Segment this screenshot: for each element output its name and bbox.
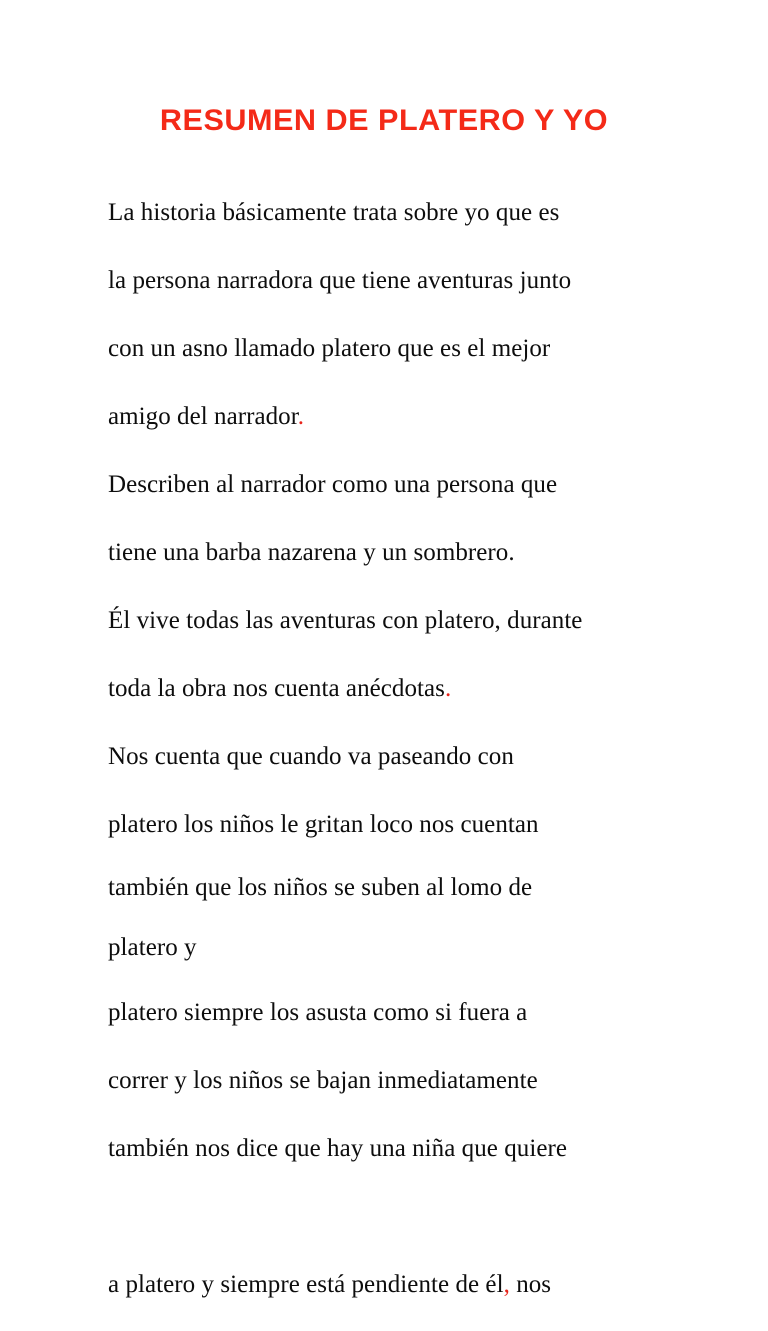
text-line [108,395,708,438]
text-line-tail: nos [509,1271,552,1298]
text-line: Nos cuenta que cuando va paseando con [108,743,514,770]
text-line: Él vive todas las aventuras con platero, durante [108,607,583,634]
text-line-body: a platero y siempre está pendiente de él [108,1271,504,1298]
text-line [108,667,708,710]
text-line-body: amigo del narrador [108,403,298,430]
text-line [108,1263,708,1306]
text-line: la persona narradora que tiene aventuras junto [108,267,572,294]
red-punctuation: . [444,675,452,702]
red-punctuation: . [297,403,305,430]
document-body [108,166,708,1331]
page-title: RESUMEN DE PLATERO Y YO [159,104,609,138]
text-line: La historia básicamente trata sobre yo que es [108,199,560,226]
red-punctuation: , [503,1271,510,1298]
blank-line-spacer [108,1195,708,1238]
text-line: platero y [108,934,197,961]
text-line: platero los niños le gritan loco nos cuentan [108,811,539,838]
text-line: tiene una barba nazarena y un sombrero. [108,539,515,566]
text-line-body: toda la obra nos cuenta anécdotas [108,675,445,702]
text-line: también que los niños se suben al lomo de [108,874,533,901]
text-line: platero siempre los asusta como si fuera a [108,999,528,1026]
text-line: también nos dice que hay una niña que quiere [108,1135,567,1162]
text-line: con un asno llamado platero que es el mejor [108,335,551,362]
text-line: Describen al narrador como una persona que [108,471,558,498]
text-line: correr y los niños se bajan inmediatamente [108,1067,538,1094]
